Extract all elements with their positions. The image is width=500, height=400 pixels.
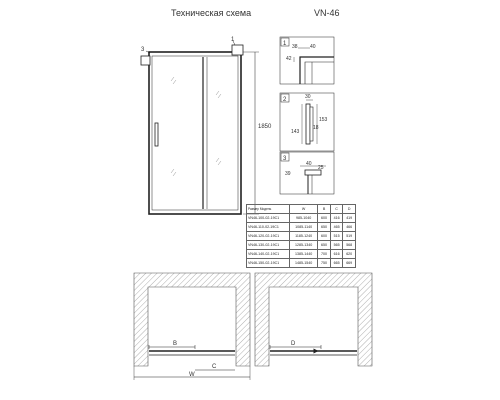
glass-reflection-marks — [171, 77, 221, 176]
detail-1-dim-c: 42 — [286, 56, 292, 62]
detail-2-dim-h1: 143 — [291, 129, 300, 135]
plan-view-right — [255, 273, 372, 366]
model-header-label: Модель — [259, 207, 272, 211]
detail-2-dim-top: 30 — [305, 94, 311, 100]
door-elevation — [141, 41, 259, 214]
col-b: B — [318, 205, 331, 214]
detail-3-dim-c: 39 — [285, 171, 291, 177]
col-d: D — [343, 205, 356, 214]
detail-1-callout: 1 — [283, 41, 287, 47]
table-row: VN46-110-02-19C1 1085-1140 650 465 466 — [247, 223, 356, 232]
door-inner-frame — [152, 56, 238, 210]
top-corner-left — [141, 56, 150, 65]
detail-1-dim-a: 38 — [292, 44, 298, 50]
callout-1-main: 1 — [231, 37, 235, 43]
door-frame — [149, 52, 241, 214]
size-table — [246, 204, 356, 268]
table-row: VN46-150-02-19C1 1485-1540 750 665 669 — [247, 259, 356, 268]
plan-dim-w: W — [189, 372, 195, 378]
size-table-header — [247, 205, 356, 214]
door-height-label: 1850 — [258, 124, 272, 130]
detail-3-dim-a: 40 — [306, 161, 312, 167]
detail-3-callout: 3 — [283, 156, 287, 162]
table-row: VN46-140-02-19C1 1385-1440 700 616 620 — [247, 250, 356, 259]
model-code: VN-46 — [314, 8, 340, 18]
detail-1-dim-b: 40 — [310, 44, 316, 50]
table-row: VN46-100-02-19C1 985-1040 600 416 419 — [247, 214, 356, 223]
plan-dim-b: B — [173, 341, 178, 347]
size-header-label: Размер — [248, 207, 259, 211]
detail-2-callout: 2 — [283, 97, 287, 103]
detail-2-dim-h2: 153 — [319, 117, 328, 123]
top-corner-right — [232, 45, 243, 55]
door-handle — [155, 123, 158, 146]
callout-3-main: 3 — [141, 47, 145, 53]
col-w: W — [290, 205, 318, 214]
plan-dim-d: D — [291, 341, 296, 347]
detail-3-dim-b: 25 — [318, 165, 324, 171]
plan-view-left — [134, 273, 250, 380]
wall-hatch-right — [255, 273, 372, 366]
col-c: C — [330, 205, 343, 214]
handle-profile-outer — [306, 104, 310, 144]
handle-profile-inner — [310, 107, 313, 141]
size-table-corner — [247, 205, 290, 214]
diagram-title: Техническая схема — [171, 8, 252, 18]
table-row: VN46-130-02-19C1 1285-1340 650 565 568 — [247, 241, 356, 250]
detail-2-dim-inner: 18 — [313, 125, 319, 131]
table-row: VN46-120-02-19C1 1185-1240 600 515 519 — [247, 232, 356, 241]
wall-hatch-left — [134, 273, 250, 366]
plan-dim-c: C — [212, 364, 217, 370]
